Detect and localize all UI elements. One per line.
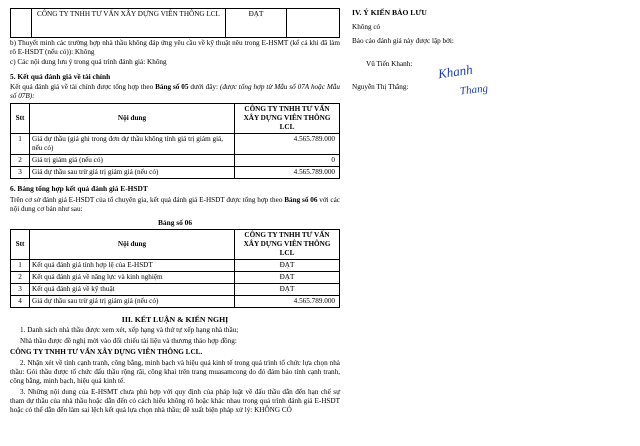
sec5-text-1: Kết quả đánh giá về tài chính được tổng hợp theo: [10, 83, 154, 92]
right-column: [352, 8, 630, 98]
selected-contractor-name: CÔNG TY TNHH TƯ VẤN XÂY DỰNG VIÊN THÔNG LCL.: [10, 348, 203, 357]
table-row: [11, 295, 340, 307]
conclusion-item-4: 3. Những nội dung của E-HSMT chưa phù hợp với quy định của pháp luật về đấu thầu dẫn đến hạn chế sự tham dự thầu của nhà thầu hoặc dẫn đến có cách hiểu không rõ hoặc khác nhau trong quá trình đánh giá E-HSDT hoặc có thể dẫn đến làm sai lệch kết quả lựa chọn nhà thầu; đề xuất biện pháp xử lý: KHÔNG CÓ: [10, 388, 340, 415]
cell-stt: 1: [11, 134, 30, 155]
cell-stt: 2: [11, 271, 30, 283]
table-row: [11, 134, 340, 155]
section-3-title: III. KẾT LUẬN & KIẾN NGHỊ: [121, 314, 229, 324]
col-header-noidung: Nội dung: [30, 229, 235, 259]
table-row: [11, 9, 340, 38]
cell-value: 0: [235, 155, 340, 167]
col-header-contractor: CÔNG TY TNHH TƯ VẤN XÂY DỰNG VIÊN THÔNG LCL: [235, 229, 340, 259]
table-row: [11, 259, 340, 271]
sec5-bold-ref: Bảng số 05: [155, 83, 189, 92]
paragraph-b: b) Thuyết minh các trường hợp nhà thầu không đáp ứng yêu cầu về kỹ thuật nêu trong E-HSMT (kể cả khi đã làm rõ E-HSDT (nếu có)): Không: [10, 39, 340, 56]
section-5-text: [10, 83, 340, 101]
cell-value: ĐẠT: [235, 271, 340, 283]
signer-1-name: Vũ Tiến Khanh:: [366, 60, 413, 69]
header-table: [10, 8, 340, 38]
header-cell-stt: [11, 9, 32, 38]
cell-noidung: Giá dự thầu sau trừ giá trị giảm giá (nếu có): [30, 295, 235, 307]
table-row: [11, 283, 340, 295]
cell-noidung: Kết quả đánh giá về kỹ thuật: [30, 283, 235, 295]
cell-stt: 1: [11, 259, 30, 271]
sec6-bold-ref: Bảng số 06: [284, 195, 318, 204]
handwritten-signature-2: Thang: [459, 82, 489, 98]
table-row: [11, 167, 340, 179]
cell-noidung: Kết quả đánh giá về năng lực và kinh nghiệm: [30, 271, 235, 283]
table-bang-so-05: [10, 103, 340, 179]
cell-value: ĐẠT: [235, 259, 340, 271]
conclusion-item-1: 1. Danh sách nhà thầu được xem xét, xếp hạng và thứ tự xếp hạng nhà thầu;: [20, 326, 239, 335]
table-row: [11, 271, 340, 283]
sec6-text-2: với các nội dung cơ bản như sau:: [10, 195, 341, 213]
cell-value: 4.565.789.000: [235, 167, 340, 179]
col-header-contractor: CÔNG TY TNHH TƯ VẤN XÂY DỰNG VIÊN THÔNG LCL: [235, 104, 340, 134]
header-cell-result: ĐẠT: [226, 9, 287, 38]
signature-block: [352, 60, 630, 92]
cell-value: 4.565.789.000: [235, 134, 340, 155]
cell-noidung: Giá dự thầu (giá ghi trong đơn dự thầu không tính giá trị giảm giá, nếu có): [30, 134, 235, 155]
header-cell-contractor: CÔNG TY TNHH TƯ VẤN XÂY DỰNG VIÊN THÔNG LCL: [32, 9, 226, 38]
signer-2-name: Nguyễn Thị Thắng:: [352, 83, 409, 92]
report-prepared-by-text: Báo cáo đánh giá này được lập bởi:: [352, 37, 454, 46]
cell-noidung: Giá trị giảm giá (nếu có): [30, 155, 235, 167]
section-4-title: IV. Ý KIẾN BẢO LƯU: [352, 8, 427, 17]
sec6-text-1: Trên cơ sở đánh giá E-HSDT của tổ chuyên gia, kết quả đánh giá E-HSDT được tổng hợp theo: [10, 195, 283, 204]
paragraph-c: c) Các nội dung lưu ý trong quá trình đánh giá: Không: [10, 58, 167, 66]
table-row: [11, 155, 340, 167]
bang-so-06-caption: Bảng số 06: [157, 217, 193, 227]
cell-stt: 2: [11, 155, 30, 167]
conclusion-item-3: 2. Nhận xét về tính cạnh tranh, công bằng, minh bạch và hiệu quả kinh tế trong quá trình tổ chức lựa chọn nhà thầu: Gói thầu được tổ chức đấu thầu rộng rãi, công khai trên trang muasamcong do đó đảm bảo tính cạnh tranh, công bằng, minh bạch, hiệu quả kinh tế.: [10, 359, 340, 386]
section-5-title: 5. Kết quả đánh giá về tài chính: [10, 72, 111, 81]
cell-stt: 4: [11, 295, 30, 307]
table-header-row: [11, 229, 340, 259]
conclusion-item-2: Nhà thầu được đề nghị mời vào đối chiếu tài liệu và thương thảo hợp đồng:: [20, 337, 237, 346]
col-header-stt: Stt: [11, 229, 30, 259]
table-bang-so-06: [10, 229, 340, 308]
sec5-text-2: dưới đây:: [190, 83, 218, 92]
cell-noidung: Kết quả đánh giá tính hợp lệ của E-HSDT: [30, 259, 235, 271]
cell-noidung: Giá dự thầu sau trừ giá trị giảm giá (nếu có): [30, 167, 235, 179]
cell-value: 4.565.789.000: [235, 295, 340, 307]
col-header-noidung: Nội dung: [30, 104, 235, 134]
section-6-title: 6. Bảng tổng hợp kết quả đánh giá E-HSDT: [10, 184, 148, 194]
cell-stt: 3: [11, 283, 30, 295]
handwritten-signature-1: Khanh: [437, 61, 474, 82]
left-column: [10, 8, 340, 417]
reservation-text: Không có: [352, 23, 381, 32]
cell-value: ĐẠT: [235, 283, 340, 295]
section-6-text: [10, 196, 340, 214]
cell-stt: 3: [11, 167, 30, 179]
col-header-stt: Stt: [11, 104, 30, 134]
table-header-row: [11, 104, 340, 134]
sec5-italic-note: (được tổng hợp từ Mẫu số 07A hoặc Mẫu số 07B):: [10, 83, 341, 101]
header-cell-empty: [287, 9, 340, 38]
